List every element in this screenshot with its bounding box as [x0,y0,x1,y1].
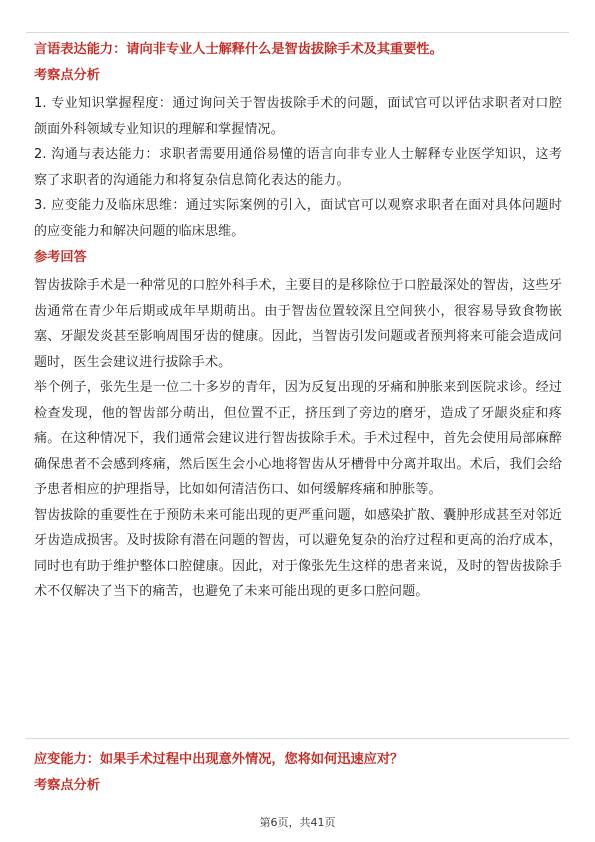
answer-paragraph: 举个例子，张先生是一位二十多岁的青年，因为反复出现的牙痛和肿胀来到医院求诊。经过检查发现，他的智齿部分萌出，但位置不正，挤压到了旁边的磨牙，造成了牙龈炎症和疼痛。在这种情况下，我们通常会建议进行智齿拔除手术。手术过程中，首先会使用局部麻醉确保患者不会感到疼痛，然后医生会小心地将智齿从牙槽骨中分离并取出。术后，我们会给予患者相应的护理指导，比如如何清洁伤口、如何缓解疼痛和肿胀等。 [34,380,562,497]
analysis-point: 3. 应变能力及临床思维：通过实际案例的引入，面试官可以观察求职者在面对具体问题时的应变能力和解决问题的临床思维。 [34,198,562,239]
answer-paragraph: 智齿拔除的重要性在于预防未来可能出现的更严重问题，如感染扩散、囊肿形成甚至对邻近牙齿造成损害。及时拔除有潜在问题的智齿，可以避免复杂的治疗过程和更高的治疗成本，同时也有助于维护整体口腔健康。因此，对于像张先生这样的患者来说，及时的智齿拔除手术不仅解决了当下的痛苦，也避免了未来可能出现的更多口腔问题。 [34,507,562,599]
analysis-title: 考察点分析 [34,68,100,83]
section-divider [26,738,569,739]
page-content [34,40,562,605]
question-heading-2: 应变能力：如果手术过程中出现意外情况，您将如何迅速应对？ [34,752,404,767]
answer-title: 参考回答 [34,250,87,265]
analysis-point: 1. 专业知识掌握程度：通过询问关于智齿拔除手术的问题，面试官可以评估求职者对口腔颌面外科领域专业知识的理解和掌握情况。 [34,96,562,137]
question-heading: 言语表达能力：请向非专业人士解释什么是智齿拔除手术及其重要性。 [34,42,443,57]
analysis-point: 2. 沟通与表达能力：求职者需要用通俗易懂的语言向非专业人士解释专业医学知识，这考察了求职者的沟通能力和将复杂信息简化表达的能力。 [34,147,562,188]
next-question-block [34,750,562,801]
page-number: 第6页，共41页 [259,816,336,829]
top-divider [26,32,569,33]
answer-paragraph: 智齿拔除手术是一种常见的口腔外科手术，主要目的是移除位于口腔最深处的智齿，这些牙齿通常在青少年后期或成年早期萌出。由于智齿位置较深且空间狭小，很容易导致食物嵌塞、牙龈发炎甚至影响周围牙齿的健康。因此，当智齿引发问题或者预判将来可能会造成问题时，医生会建议进行拔除手术。 [34,278,562,370]
analysis-title-2: 考察点分析 [34,778,100,793]
